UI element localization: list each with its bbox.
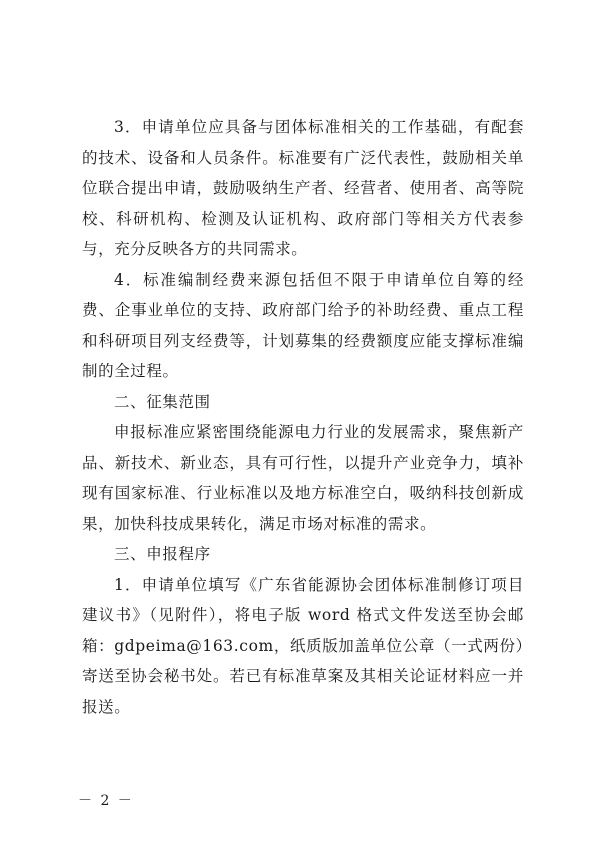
page-number: － 2 － [78,793,134,809]
paragraph-item-3: 3．申请单位应具备与团体标准相关的工作基础，有配套的技术、设备和人员条件。标准要有广泛代表性，鼓励相关单位联合提出申请，鼓励吸纳生产者、经营者、使用者、高等院校、科研机构、检测及认证机构、政府部门等相关方代表参与，充分反映各方的共同需求。 [82,118,524,258]
paragraph-item-4: 4．标准编制经费来源包括但不限于申请单位自筹的经费、企事业单位的支持、政府部门给予的补助经费、重点工程和科研项目列支经费等，计划募集的经费额度应能支撑标准编制的全过程。 [82,270,524,380]
document-body [82,112,524,722]
section-heading-procedure: 三、申报程序 [114,545,211,563]
paragraph-scope: 申报标准应紧密围绕能源电力行业的发展需求，聚焦新产品、新技术、新业态，具有可行性，以提升产业竞争力，填补现有国家标准、行业标准以及地方标准空白，吸纳科技创新成果，加快科技成果转化，满足市场对标准的需求。 [82,423,524,533]
paragraph-procedure-1: 1．申请单位填写《广东省能源协会团体标准制修订项目建议书》（见附件），将电子版 word 格式文件发送至协会邮箱：gdpeima@163.com，纸质版加盖单位公章（一式两份）寄送至协会秘书处。若已有标准草案及其相关论证材料应一并报送。 [82,575,524,716]
section-heading-scope: 二、征集范围 [114,392,211,411]
